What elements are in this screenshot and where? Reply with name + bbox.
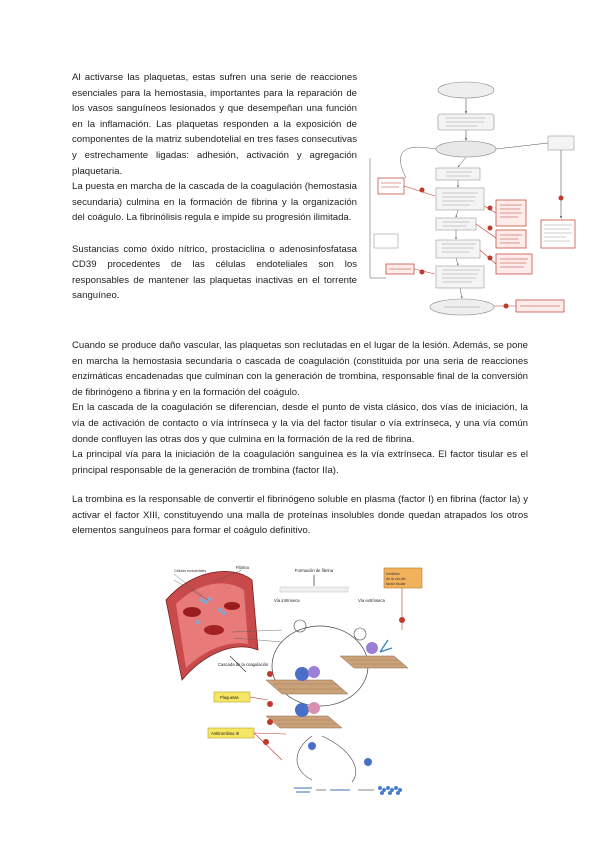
svg-text:factor tisular: factor tisular	[386, 582, 406, 586]
cascade-label: Cascada de la coagulación	[218, 662, 269, 667]
flowchart-diagram	[366, 78, 578, 320]
paragraph-endothelial-substances: Sustancias como óxido nítrico, prostaciclina o adenosinfosfatasa CD39 procedentes de las células endoteliales son los responsables de mantener las plaquetas inactivas en el torrente sanguíneo.	[72, 243, 357, 302]
paragraph-extrinsic-pathway: La principal vía para la iniciación de la coagulación sanguínea es la vía extrínseca. El factor tisular es el principal responsable de la generación de trombina (factor IIa).	[72, 449, 528, 476]
flow-node-top	[438, 82, 494, 98]
coagulation-diagram	[162, 560, 434, 808]
paragraph-platelet-activation: Al activarse las plaquetas, estas sufren una serie de reacciones esenciales para la hemostasia, importantes para la reparación de los vasos sanguíneos lesionados y que desempeñan una función en la inflamación. Las plaquetas responden a la exposición de componentes de la matriz subendotelial en tres fases consecutivas y estrechamente ligadas: adhesión, activación y agregación plaquetaria.	[72, 72, 357, 177]
paragraph-thrombin-role: La trombina es la responsable de convertir el fibrinógeno soluble en plasma (factor I) en fibrina (factor Ia) y activar el factor XIII, constituyendo una malla de proteínas insolubles donde quedan atrapados los otros elementos sanguíneos para formar el coágulo definitivo.	[72, 494, 528, 537]
hemostasis-flowchart-figure	[366, 78, 578, 320]
paragraph-coagulation-cascade: La puesta en marcha de la cascada de la coagulación (hemostasia secundaria) culmina en la formación de fibrina y la organización del coágulo. La fibrinólisis regula e impide su progresión ilimitada.	[72, 181, 357, 224]
paragraph-gap	[72, 226, 357, 242]
vessel-label: Células endoteliales	[174, 569, 207, 573]
flow-node	[436, 141, 496, 157]
paragraph-vascular-damage: Cuando se produce daño vascular, las plaquetas son reclutadas en el lugar de la lesión. Además, se pone en marcha la hemostasia secundaria o cascada de coagulación (constituida por una seria de reacciones enzimáticas encadenadas que culminan con la generación de trombina, responsable final de la conversión de fibrinógeno a fibrina y en la formación del coágulo.	[72, 340, 528, 398]
platelets-label: Plaquetas	[220, 695, 239, 700]
intro-text-block	[72, 70, 357, 304]
fibrin-formation-label: Formación de fibrina	[294, 568, 334, 573]
inhibitor-label: Inhibidor	[386, 572, 400, 576]
body-text-block	[72, 338, 528, 478]
fibrin-label: Fibrina	[236, 565, 249, 570]
thrombin-text-block	[72, 492, 528, 539]
intrinsic-pathway-label: Vía intrínseca	[274, 598, 300, 603]
antithrombin-label: Antitrombina III	[211, 731, 240, 736]
paragraph-initiation-pathways: En la cascada de la coagulación se diferencian, desde el punto de vista clásico, dos vías de iniciación, la vía de activación de contacto o vía intrínseca y la vía del factor tisular o vía extrínseca, y una vía común donde confluyen las otras dos y que culmina en la formación de la red de fibrina.	[72, 402, 528, 445]
svg-text:de la vía del: de la vía del	[386, 577, 406, 581]
coagulation-illustration-figure	[162, 560, 434, 808]
extrinsic-pathway-label: Vía extrínseca	[358, 598, 385, 603]
